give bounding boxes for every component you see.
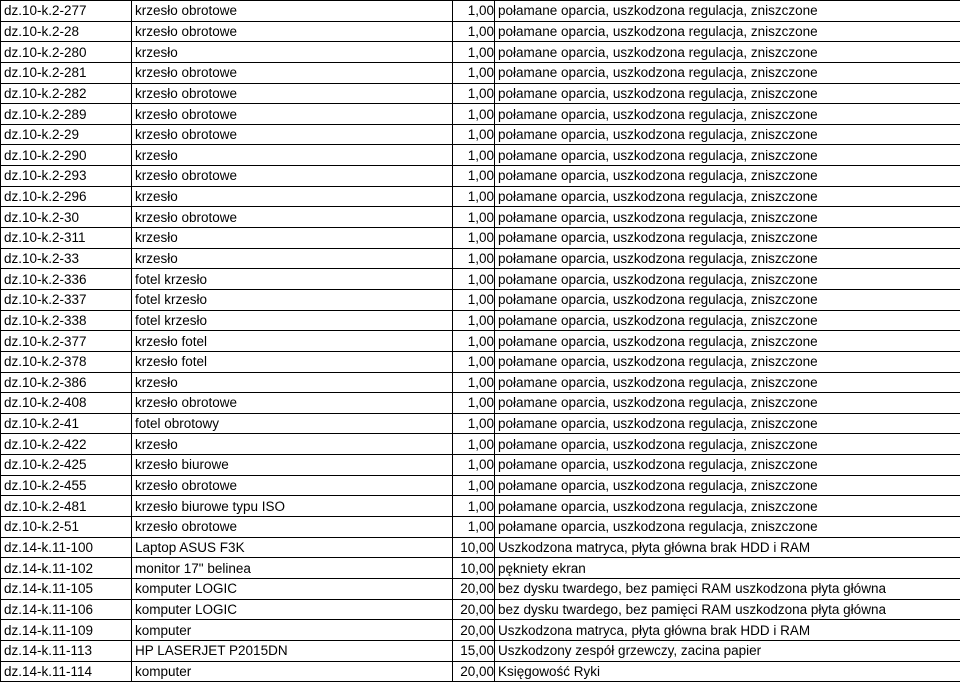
cell-damage-description: połamane oparcia, uszkodzona regulacja, zniszczone	[495, 62, 960, 83]
cell-item-name: komputer LOGIC	[132, 599, 453, 620]
cell-quantity: 20,00	[453, 620, 495, 641]
table-row	[1, 1, 960, 22]
table-row	[1, 166, 960, 187]
cell-quantity: 1,00	[453, 62, 495, 83]
cell-damage-description: bez dysku twardego, bez pamięci RAM uszkodzona płyta główna	[495, 578, 960, 599]
table-row	[1, 537, 960, 558]
cell-quantity: 10,00	[453, 558, 495, 579]
cell-quantity: 15,00	[453, 640, 495, 661]
cell-item-name: krzesło	[132, 228, 453, 249]
cell-damage-description: połamane oparcia, uszkodzona regulacja, zniszczone	[495, 104, 960, 125]
cell-item-name: krzesło obrotowe	[132, 166, 453, 187]
cell-inventory-number: dz.10-k.2-30	[1, 207, 132, 228]
cell-item-name: krzesło	[132, 372, 453, 393]
cell-item-name: krzesło obrotowe	[132, 124, 453, 145]
cell-quantity: 20,00	[453, 578, 495, 599]
table-row	[1, 475, 960, 496]
cell-quantity: 1,00	[453, 166, 495, 187]
cell-inventory-number: dz.10-k.2-28	[1, 21, 132, 42]
cell-damage-description: połamane oparcia, uszkodzona regulacja, zniszczone	[495, 186, 960, 207]
cell-inventory-number: dz.14-k.11-102	[1, 558, 132, 579]
cell-inventory-number: dz.10-k.2-289	[1, 104, 132, 125]
cell-inventory-number: dz.10-k.2-408	[1, 393, 132, 414]
cell-quantity: 1,00	[453, 393, 495, 414]
cell-damage-description: Uszkodzona matryca, płyta główna brak HDD i RAM	[495, 620, 960, 641]
cell-quantity: 1,00	[453, 413, 495, 434]
cell-item-name: krzesło	[132, 186, 453, 207]
cell-damage-description: połamane oparcia, uszkodzona regulacja, zniszczone	[495, 145, 960, 166]
cell-damage-description: połamane oparcia, uszkodzona regulacja, zniszczone	[495, 475, 960, 496]
table-row	[1, 661, 960, 682]
cell-inventory-number: dz.14-k.11-113	[1, 640, 132, 661]
cell-damage-description: połamane oparcia, uszkodzona regulacja, zniszczone	[495, 434, 960, 455]
table-row	[1, 186, 960, 207]
cell-item-name: krzesło obrotowe	[132, 393, 453, 414]
cell-inventory-number: dz.10-k.2-377	[1, 331, 132, 352]
table-row	[1, 455, 960, 476]
cell-quantity: 1,00	[453, 434, 495, 455]
cell-quantity: 1,00	[453, 21, 495, 42]
cell-item-name: krzesło obrotowe	[132, 517, 453, 538]
cell-item-name: krzesło	[132, 248, 453, 269]
table-row	[1, 42, 960, 63]
cell-quantity: 1,00	[453, 372, 495, 393]
cell-item-name: krzesło obrotowe	[132, 83, 453, 104]
cell-quantity: 20,00	[453, 599, 495, 620]
cell-damage-description: połamane oparcia, uszkodzona regulacja, zniszczone	[495, 496, 960, 517]
table-row	[1, 413, 960, 434]
cell-damage-description: połamane oparcia, uszkodzona regulacja, zniszczone	[495, 269, 960, 290]
table-row	[1, 578, 960, 599]
table-row	[1, 124, 960, 145]
table-row	[1, 248, 960, 269]
cell-quantity: 1,00	[453, 104, 495, 125]
cell-quantity: 20,00	[453, 661, 495, 682]
cell-inventory-number: dz.10-k.2-336	[1, 269, 132, 290]
table-row	[1, 331, 960, 352]
cell-inventory-number: dz.10-k.2-280	[1, 42, 132, 63]
cell-damage-description: połamane oparcia, uszkodzona regulacja, zniszczone	[495, 42, 960, 63]
cell-item-name: krzesło biurowe	[132, 455, 453, 476]
table-row	[1, 145, 960, 166]
cell-damage-description: połamane oparcia, uszkodzona regulacja, zniszczone	[495, 228, 960, 249]
cell-quantity: 1,00	[453, 42, 495, 63]
cell-item-name: fotel krzesło	[132, 289, 453, 310]
cell-damage-description: bez dysku twardego, bez pamięci RAM uszkodzona płyta główna	[495, 599, 960, 620]
cell-damage-description: połamane oparcia, uszkodzona regulacja, zniszczone	[495, 413, 960, 434]
cell-quantity: 1,00	[453, 475, 495, 496]
cell-damage-description: pękniety ekran	[495, 558, 960, 579]
cell-item-name: fotel obrotowy	[132, 413, 453, 434]
table-row	[1, 620, 960, 641]
cell-item-name: komputer	[132, 661, 453, 682]
table-row	[1, 496, 960, 517]
cell-inventory-number: dz.10-k.2-422	[1, 434, 132, 455]
cell-damage-description: połamane oparcia, uszkodzona regulacja, zniszczone	[495, 372, 960, 393]
cell-inventory-number: dz.10-k.2-281	[1, 62, 132, 83]
cell-quantity: 1,00	[453, 248, 495, 269]
cell-inventory-number: dz.14-k.11-106	[1, 599, 132, 620]
cell-damage-description: połamane oparcia, uszkodzona regulacja, zniszczone	[495, 289, 960, 310]
cell-damage-description: połamane oparcia, uszkodzona regulacja, zniszczone	[495, 517, 960, 538]
cell-inventory-number: dz.10-k.2-41	[1, 413, 132, 434]
cell-item-name: krzesło fotel	[132, 331, 453, 352]
cell-quantity: 1,00	[453, 331, 495, 352]
table-row	[1, 351, 960, 372]
cell-inventory-number: dz.10-k.2-33	[1, 248, 132, 269]
cell-inventory-number: dz.10-k.2-337	[1, 289, 132, 310]
cell-inventory-number: dz.10-k.2-338	[1, 310, 132, 331]
cell-item-name: krzesło obrotowe	[132, 62, 453, 83]
cell-quantity: 1,00	[453, 517, 495, 538]
cell-item-name: krzesło	[132, 434, 453, 455]
cell-item-name: HP LASERJET P2015DN	[132, 640, 453, 661]
cell-item-name: fotel krzesło	[132, 269, 453, 290]
table-row	[1, 21, 960, 42]
cell-damage-description: połamane oparcia, uszkodzona regulacja, zniszczone	[495, 207, 960, 228]
cell-item-name: krzesło obrotowe	[132, 1, 453, 22]
cell-inventory-number: dz.10-k.2-386	[1, 372, 132, 393]
cell-damage-description: połamane oparcia, uszkodzona regulacja, zniszczone	[495, 393, 960, 414]
table-row	[1, 83, 960, 104]
inventory-table-body	[1, 1, 960, 682]
cell-inventory-number: dz.14-k.11-114	[1, 661, 132, 682]
table-row	[1, 393, 960, 414]
cell-quantity: 1,00	[453, 83, 495, 104]
cell-inventory-number: dz.10-k.2-277	[1, 1, 132, 22]
cell-damage-description: połamane oparcia, uszkodzona regulacja, zniszczone	[495, 1, 960, 22]
cell-inventory-number: dz.14-k.11-105	[1, 578, 132, 599]
table-row	[1, 207, 960, 228]
table-row	[1, 517, 960, 538]
cell-damage-description: połamane oparcia, uszkodzona regulacja, zniszczone	[495, 83, 960, 104]
cell-damage-description: Uszkodzona matryca, płyta główna brak HDD i RAM	[495, 537, 960, 558]
cell-quantity: 1,00	[453, 455, 495, 476]
cell-inventory-number: dz.10-k.2-311	[1, 228, 132, 249]
cell-inventory-number: dz.10-k.2-425	[1, 455, 132, 476]
cell-quantity: 1,00	[453, 124, 495, 145]
table-row	[1, 289, 960, 310]
cell-item-name: Laptop ASUS F3K	[132, 537, 453, 558]
cell-quantity: 1,00	[453, 351, 495, 372]
cell-item-name: fotel krzesło	[132, 310, 453, 331]
cell-inventory-number: dz.10-k.2-296	[1, 186, 132, 207]
cell-item-name: komputer	[132, 620, 453, 641]
cell-damage-description: połamane oparcia, uszkodzona regulacja, zniszczone	[495, 21, 960, 42]
table-row	[1, 104, 960, 125]
cell-item-name: krzesło	[132, 145, 453, 166]
cell-quantity: 10,00	[453, 537, 495, 558]
cell-inventory-number: dz.10-k.2-29	[1, 124, 132, 145]
table-row	[1, 62, 960, 83]
table-row	[1, 434, 960, 455]
table-row	[1, 640, 960, 661]
cell-damage-description: połamane oparcia, uszkodzona regulacja, zniszczone	[495, 455, 960, 476]
cell-quantity: 1,00	[453, 289, 495, 310]
cell-damage-description: połamane oparcia, uszkodzona regulacja, zniszczone	[495, 331, 960, 352]
cell-damage-description: połamane oparcia, uszkodzona regulacja, zniszczone	[495, 351, 960, 372]
cell-inventory-number: dz.10-k.2-455	[1, 475, 132, 496]
cell-damage-description: połamane oparcia, uszkodzona regulacja, zniszczone	[495, 166, 960, 187]
cell-inventory-number: dz.10-k.2-282	[1, 83, 132, 104]
cell-item-name: krzesło obrotowe	[132, 475, 453, 496]
cell-item-name: monitor 17" belinea	[132, 558, 453, 579]
cell-inventory-number: dz.14-k.11-100	[1, 537, 132, 558]
cell-item-name: krzesło obrotowe	[132, 21, 453, 42]
cell-damage-description: Księgowość Ryki	[495, 661, 960, 682]
cell-quantity: 1,00	[453, 269, 495, 290]
cell-item-name: krzesło obrotowe	[132, 207, 453, 228]
cell-inventory-number: dz.10-k.2-481	[1, 496, 132, 517]
cell-inventory-number: dz.14-k.11-109	[1, 620, 132, 641]
cell-quantity: 1,00	[453, 228, 495, 249]
cell-quantity: 1,00	[453, 186, 495, 207]
table-row	[1, 310, 960, 331]
table-row	[1, 269, 960, 290]
cell-inventory-number: dz.10-k.2-51	[1, 517, 132, 538]
cell-inventory-number: dz.10-k.2-290	[1, 145, 132, 166]
cell-item-name: krzesło obrotowe	[132, 104, 453, 125]
cell-quantity: 1,00	[453, 310, 495, 331]
cell-quantity: 1,00	[453, 207, 495, 228]
cell-damage-description: połamane oparcia, uszkodzona regulacja, zniszczone	[495, 248, 960, 269]
table-row	[1, 228, 960, 249]
cell-item-name: komputer LOGIC	[132, 578, 453, 599]
cell-damage-description: połamane oparcia, uszkodzona regulacja, zniszczone	[495, 310, 960, 331]
cell-item-name: krzesło	[132, 42, 453, 63]
table-row	[1, 372, 960, 393]
cell-quantity: 1,00	[453, 496, 495, 517]
cell-quantity: 1,00	[453, 1, 495, 22]
cell-inventory-number: dz.10-k.2-293	[1, 166, 132, 187]
cell-quantity: 1,00	[453, 145, 495, 166]
table-row	[1, 599, 960, 620]
cell-damage-description: Uszkodzony zespół grzewczy, zacina papier	[495, 640, 960, 661]
cell-item-name: krzesło fotel	[132, 351, 453, 372]
cell-item-name: krzesło biurowe typu ISO	[132, 496, 453, 517]
table-row	[1, 558, 960, 579]
cell-damage-description: połamane oparcia, uszkodzona regulacja, zniszczone	[495, 124, 960, 145]
cell-inventory-number: dz.10-k.2-378	[1, 351, 132, 372]
